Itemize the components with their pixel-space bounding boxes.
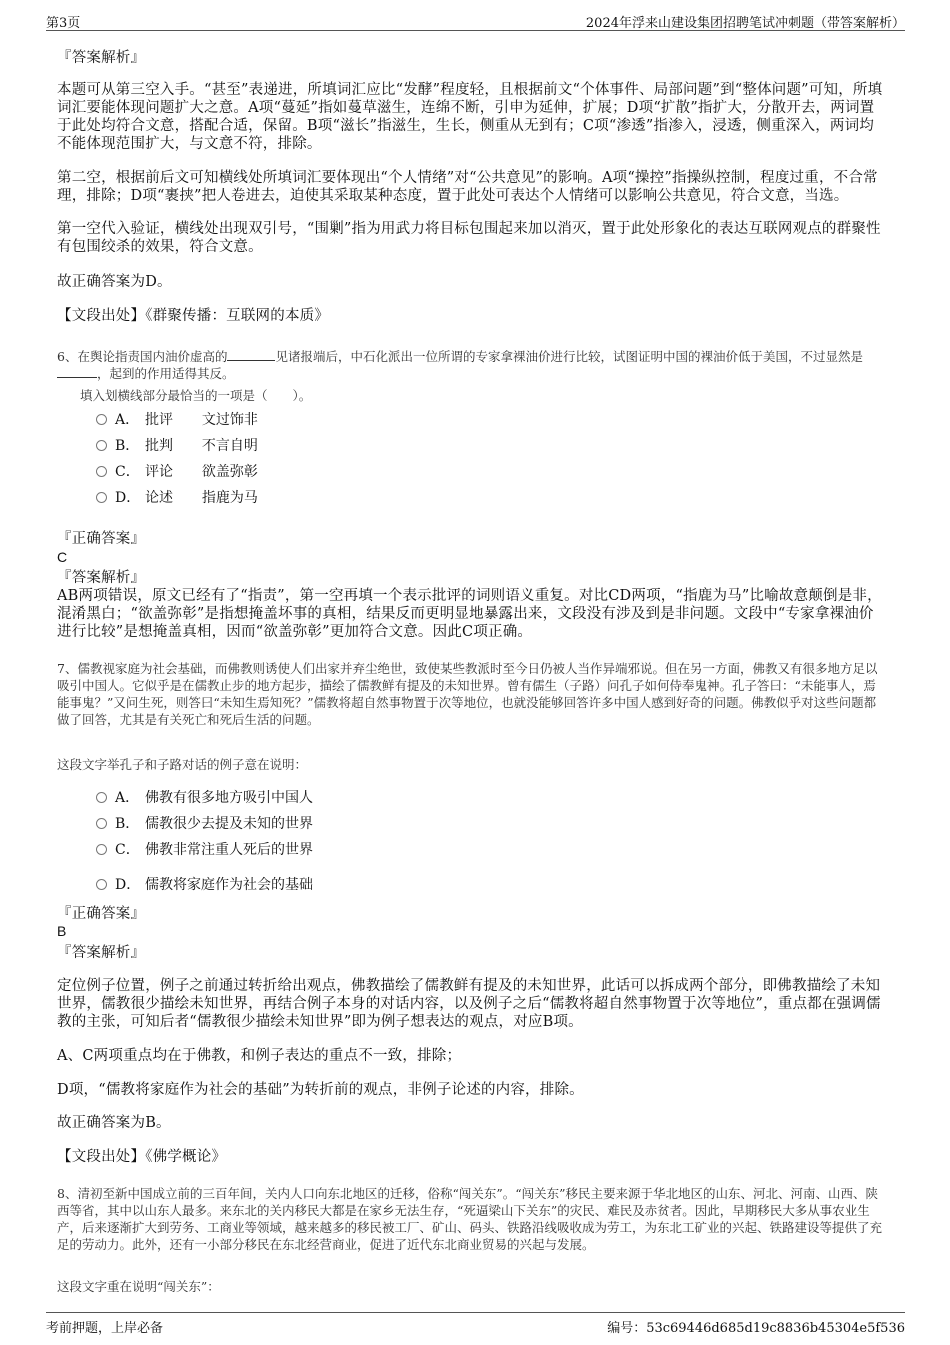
q7-option-d[interactable]: D． 儒教将家庭作为社会的基础 (96, 875, 313, 895)
radio-icon[interactable] (96, 844, 107, 855)
q8-prompt: 这段文字重在说明“闯关东”： (57, 1279, 220, 1294)
q6-option-d[interactable]: D． 论述 指鹿为马 (96, 488, 258, 508)
q7-source: 【文段出处】《佛学概论》 (57, 1149, 227, 1165)
q7-analysis-label: 『答案解析』 (57, 945, 146, 961)
q7-option-b[interactable]: B． 儒教很少去提及未知的世界 (96, 814, 313, 834)
q5-analysis-p2: 第二空，根据前后文可知横线处所填词汇要体现出“个人情绪”对“公共意见”的影响。A项“操控”指操纵控制，程度过重，不合常理，排除；D项“裹挟”把人卷进去，迫使其采取某种态度，置于此处可表达个人情绪可以影响公共意见，符合文意，当选。 (57, 170, 878, 204)
q5-analysis-label: 『答案解析』 (57, 50, 146, 66)
q6-analysis: AB两项错误，原文已经有了“指责”，第一空再填一个表示批评的词则语义重复。对比CD两项，“指鹿为马”比喻故意颠倒是非，混淆黑白；“欲盖弥彰”是指想掩盖坏事的真相，结果反而更明显地暴露出来，文段没有涉及到是非问题。文段中“专家拿裸油价进行比较”是想掩盖真相，因而“欲盖弥彰”更加符合文意。因此C项正确。 (57, 588, 882, 640)
q7-conclusion: 故正确答案为B。 (57, 1115, 171, 1131)
radio-icon[interactable] (96, 466, 107, 477)
q6-option-b[interactable]: B． 批判 不言自明 (96, 436, 258, 456)
q6-analysis-label: 『答案解析』 (57, 570, 146, 586)
q7-option-a[interactable]: A． 佛教有很多地方吸引中国人 (96, 788, 313, 808)
q7-answer: B (57, 923, 67, 939)
radio-icon[interactable] (96, 792, 107, 803)
page-number: 第3页 (46, 16, 81, 31)
document-id: 编号：53c69446d685d19c8836b45304e5f536 (607, 1321, 905, 1336)
q8-stem: 8、清初至新中国成立前的三百年间，关内人口向东北地区的迁移，俗称“闯关东”。“闯关东”移民主要来源于华北地区的山东、河北、河南、山西、陕西等省，其中以山东人最多。来东北的关内移民大都是在家乡无法生存，“死逼梁山下关东”的灾民、难民及赤贫者。因此，早期移民大多从事农业生产，后来逐渐扩大到劳务、工商业等领域，越来越多的移民被工厂、矿山、码头、铁路沿线吸收成为劳工，为东北工矿业的兴起、铁路建设等提供了充足的劳动力。此外，还有一小部分移民在东北经营商业，促进了近代东北商业贸易的兴起与发展。 (57, 1186, 883, 1252)
q7-analysis-p2: A、C两项重点均在于佛教，和例子表达的重点不一致，排除； (57, 1048, 462, 1064)
q7-option-c[interactable]: C． 佛教非常注重人死后的世界 (96, 840, 313, 860)
radio-icon[interactable] (96, 818, 107, 829)
q7-stem: 7、儒教视家庭为社会基础，而佛教则诱使人们出家并弃尘绝世，致使某些教派时至今日仍被人当作异端邪说。但在另一方面，佛教又有很多地方足以吸引中国人。它似乎是在儒教止步的地方起步，描绘了儒教鲜有提及的未知世界。曾有儒生（子路）问孔子如何侍奉鬼神。孔子答曰：“未能事人，焉能事鬼？”又问生死，则答曰“未知生焉知死？”儒教将超自然事物置于次等地位，也就没能够回答许多中国人感到好奇的问题。佛教似乎对这些问题都做了回答，尤其是有关死亡和死后生活的问题。 (57, 661, 878, 727)
q7-prompt: 这段文字举孔子和子路对话的例子意在说明： (57, 757, 308, 772)
q5-analysis-p1: 本题可从第三空入手。“甚至”表递进，所填词汇应比“发酵”程度轻，且根据前文“个体事件、局部问题”到“整体问题”可知，所填词汇要能体现问题扩大之意。A项“蔓延”指如蔓草滋生，连绵不断，引申为延伸，扩展；D项“扩散”指扩大，分散开去，两词置于此处均符合文意，搭配合适，保留。B项“滋长”指滋生，生长，侧重从无到有；C项“渗透”指渗入，浸透，侧重深入，两词均不能体现范围扩大，与文意不符，排除。 (57, 82, 883, 152)
q6-answer-label: 『正确答案』 (57, 531, 146, 547)
q5-analysis-p3: 第一空代入验证，横线处出现双引号，“围剿”指为用武力将目标包围起来加以消灭，置于此处形象化的表达互联网观点的群聚性有包围绞杀的效果，符合文意。 (57, 221, 881, 255)
q5-source: 【文段出处】《群聚传播：互联网的本质》 (57, 308, 330, 324)
footer-slogan: 考前押题，上岸必备 (46, 1321, 164, 1336)
radio-icon[interactable] (96, 492, 107, 503)
page-header (46, 10, 905, 31)
radio-icon[interactable] (96, 879, 107, 890)
q7-analysis-p1: 定位例子位置，例子之前通过转折给出观点，佛教描绘了儒教鲜有提及的未知世界，此话可以拆成两个部分，即佛教描绘了未知世界，儒教很少描绘未知世界，再结合例子本身的对话内容，以及例子之后“儒教将超自然事物置于次等地位”，重点都在强调儒教的主张，可知后者“儒教很少描绘未知世界”即为例子想表达的观点，对应B项。 (57, 978, 881, 1030)
q7-analysis-p3: D项，“儒教将家庭作为社会的基础”为转折前的观点，非例子论述的内容，排除。 (57, 1082, 584, 1098)
radio-icon[interactable] (96, 440, 107, 451)
q6-answer: C (57, 549, 68, 565)
q5-conclusion: 故正确答案为D。 (57, 274, 172, 290)
q6-prompt: 填入划横线部分最恰当的一项是（ ）。 (80, 388, 312, 403)
q6-blank-2 (57, 377, 97, 378)
page-footer (46, 1312, 905, 1335)
q6-option-a[interactable]: A． 批评 文过饰非 (96, 410, 258, 430)
q6-blank-1 (227, 360, 275, 361)
document-title: 2024年浮来山建设集团招聘笔试冲刺题（带答案解析） (585, 16, 905, 31)
q6-stem: 6、在舆论指责国内油价虚高的 见诸报端后，中石化派出一位所谓的专家拿裸油价进行比较，试图证明中国的裸油价低于美国，不过显然是，起到的作用适得其反。 (57, 349, 863, 381)
radio-icon[interactable] (96, 414, 107, 425)
q7-answer-label: 『正确答案』 (57, 906, 146, 922)
q6-option-c[interactable]: C． 评论 欲盖弥彰 (96, 462, 258, 482)
